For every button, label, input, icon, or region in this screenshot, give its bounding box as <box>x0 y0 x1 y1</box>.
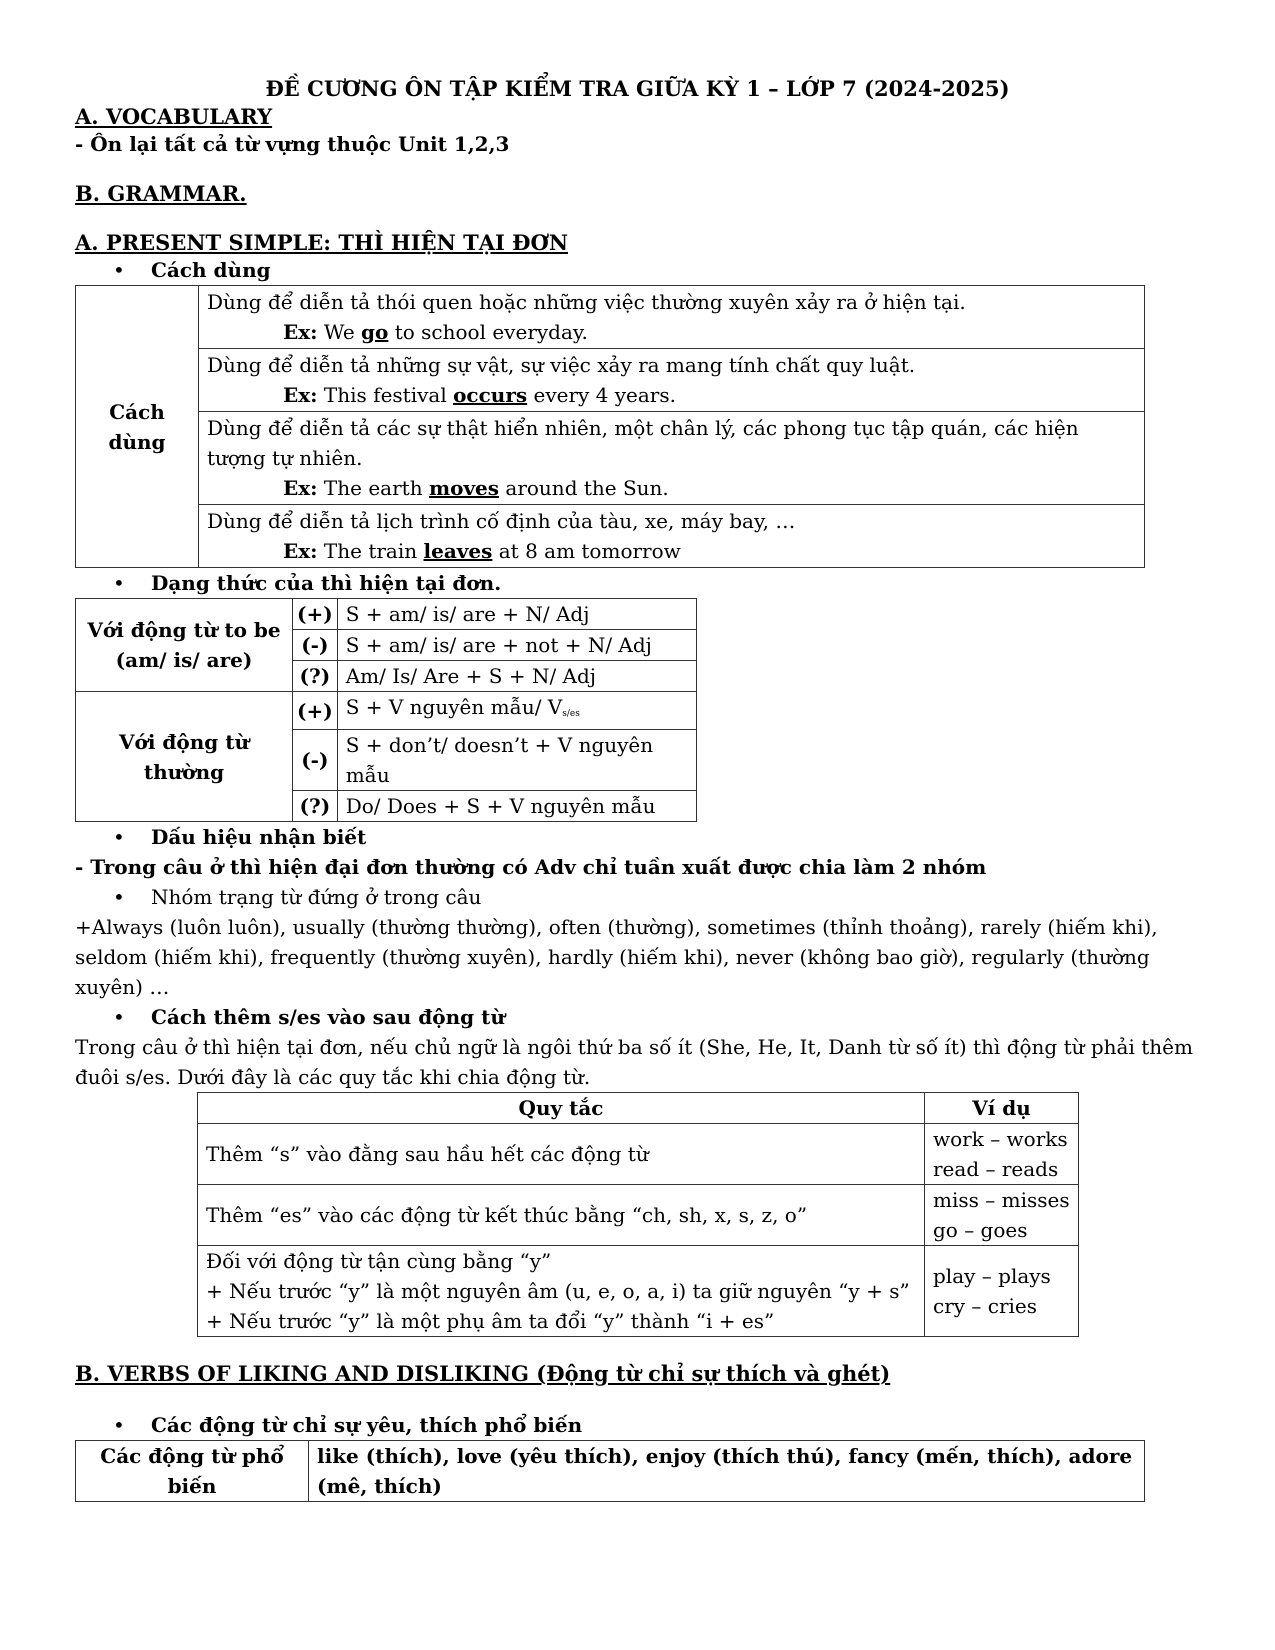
tobe-label-2: (am/ is/ are) <box>115 648 253 672</box>
liking-heading: B. VERBS OF LIKING AND DISLIKING (Động từ chỉ sự thích và ghét) <box>75 1361 891 1386</box>
verbs-table <box>75 1440 1145 1502</box>
form-subscript: s/es <box>562 709 580 719</box>
example-label: Ex: <box>283 383 318 407</box>
usage-example <box>207 473 1136 503</box>
present-simple-heading: A. PRESENT SIMPLE: THÌ HIỆN TẠI ĐƠN <box>75 230 569 255</box>
vocabulary-note: - Ôn lại tất cả từ vựng thuộc Unit 1,2,3 <box>75 132 510 156</box>
form-formula: S + V nguyên mẫu/ V <box>345 695 563 719</box>
example-text: to school everyday. <box>388 320 588 344</box>
usage-desc: Dùng để diễn tả những sự vật, sự việc xảy ra mang tính chất quy luật. <box>207 353 916 377</box>
bullet-signs <box>75 822 1200 852</box>
usage-table <box>75 285 1145 568</box>
bullet-add-s-text: Cách thêm s/es vào sau động từ <box>151 1005 505 1029</box>
rule-cell <box>198 1124 925 1185</box>
form-sign: (?) <box>293 791 338 822</box>
form-sign: (-) <box>293 630 338 661</box>
example-text: This festival <box>323 383 454 407</box>
document-page <box>75 70 1200 1502</box>
bullet-form <box>75 568 1200 598</box>
signs-note: - Trong câu ở thì hiện đại đơn thường có Adv chỉ tuần xuất được chia làm 2 nhóm <box>75 855 987 879</box>
example-text: around the Sun. <box>499 476 669 500</box>
rule-cell <box>198 1185 925 1246</box>
rules-header-example: Ví dụ <box>925 1093 1079 1124</box>
rule-example: work – works <box>933 1127 1068 1151</box>
verbs-label-cell <box>76 1441 309 1502</box>
rule-example-cell <box>925 1246 1079 1337</box>
usage-label-1: Cách <box>109 399 165 424</box>
usage-label-cell <box>76 286 199 568</box>
document-title: ĐỀ CƯƠNG ÔN TẬP KIỂM TRA GIỮA KỲ 1 – LỚP 7 (2024-2025) <box>265 76 1010 101</box>
example-verb: leaves <box>423 539 493 563</box>
grammar-heading: B. GRAMMAR. <box>75 181 247 206</box>
bullet-signs-text: Dấu hiệu nhận biết <box>151 825 367 849</box>
usage-label-2: dùng <box>108 429 166 454</box>
rule-text: Đối với động từ tận cùng bằng “y” <box>206 1249 552 1273</box>
example-label: Ex: <box>283 476 318 500</box>
tobe-label-1: Với động từ to be <box>87 618 281 642</box>
usage-example <box>207 317 1136 347</box>
usage-row <box>199 349 1145 412</box>
normal-verb-label: Với động từ thường <box>76 692 293 822</box>
rule-cell <box>198 1246 925 1337</box>
form-formula: Am/ Is/ Are + S + N/ Adj <box>337 661 696 692</box>
rule-text: Thêm “s” vào đằng sau hầu hết các động từ <box>206 1142 649 1166</box>
bullet-usage-text: Cách dùng <box>151 258 271 282</box>
verbs-label-1: Các động từ phổ <box>100 1444 284 1468</box>
rules-table <box>197 1092 1079 1337</box>
usage-desc: Dùng để diễn tả thói quen hoặc những việc thường xuyên xảy ra ở hiện tại. <box>207 290 966 314</box>
example-label: Ex: <box>283 539 318 563</box>
bullet-adverb-group <box>75 882 1200 912</box>
rule-text: + Nếu trước “y” là một nguyên âm (u, e, o, a, i) ta giữ nguyên “y + s” <box>206 1279 910 1303</box>
form-sign: (?) <box>293 661 338 692</box>
example-verb: moves <box>428 476 500 500</box>
form-table <box>75 598 697 822</box>
usage-example <box>207 536 1136 566</box>
example-text: We <box>323 320 362 344</box>
form-formula: S + am/ is/ are + not + N/ Adj <box>337 630 696 661</box>
example-verb: occurs <box>453 383 528 407</box>
rules-header-rule: Quy tắc <box>198 1093 925 1124</box>
form-formula: S + don’t/ doesn’t + V nguyên mẫu <box>337 730 696 791</box>
tobe-label-cell <box>76 599 293 692</box>
verbs-content: like (thích), love (yêu thích), enjoy (thích thú), fancy (mến, thích), adore (mê, thích) <box>309 1441 1145 1502</box>
rule-example-cell <box>925 1124 1079 1185</box>
form-sign: (+) <box>293 599 338 630</box>
usage-row <box>199 286 1145 349</box>
adverbs-paragraph: +Always (luôn luôn), usually (thường thường), often (thường), sometimes (thỉnh thoảng), rarely (hiếm khi), seldom (hiếm khi), frequently (thường xuyên), hardly (hiếm khi), never (không bao giờ), regularly (thường xuyên) … <box>75 915 1158 999</box>
rule-text: Thêm “es” vào các động từ kết thúc bằng “ch, sh, x, s, z, o” <box>206 1203 808 1227</box>
example-text: The earth <box>323 476 429 500</box>
vocabulary-heading: A. VOCABULARY <box>75 104 273 129</box>
example-text: every 4 years. <box>527 383 676 407</box>
usage-desc: Dùng để diễn tả lịch trình cố định của tàu, xe, máy bay, … <box>207 509 796 533</box>
add-s-paragraph: Trong câu ở thì hiện tại đơn, nếu chủ ngữ là ngôi thứ ba số ít (She, He, It, Danh từ số ít) thì động từ phải thêm đuôi s/es. Dưới đây là các quy tắc khi chia động từ. <box>75 1035 1193 1089</box>
rule-example: cry – cries <box>933 1294 1038 1318</box>
rule-example: go – goes <box>933 1218 1028 1242</box>
usage-row <box>199 505 1145 568</box>
rule-example: read – reads <box>933 1157 1059 1181</box>
example-verb: go <box>361 320 389 344</box>
form-formula-cell <box>337 692 696 730</box>
usage-row <box>199 412 1145 505</box>
form-sign: (-) <box>293 730 338 791</box>
form-formula: S + am/ is/ are + N/ Adj <box>337 599 696 630</box>
rule-text: + Nếu trước “y” là một phụ âm ta đổi “y” thành “i + es” <box>206 1309 775 1333</box>
form-sign: (+) <box>293 692 338 730</box>
bullet-common-verbs <box>75 1410 1200 1440</box>
example-label: Ex: <box>283 320 318 344</box>
bullet-add-s <box>75 1002 1200 1032</box>
rule-example: play – plays <box>933 1264 1051 1288</box>
usage-desc: Dùng để diễn tả các sự thật hiển nhiên, một chân lý, các phong tục tập quán, các hiện tượng tự nhiên. <box>207 416 1079 470</box>
bullet-common-verbs-text: Các động từ chỉ sự yêu, thích phổ biến <box>151 1413 583 1437</box>
usage-example <box>207 380 1136 410</box>
bullet-usage <box>75 255 1200 285</box>
verbs-label-2: biến <box>167 1474 217 1498</box>
bullet-adverb-group-text: Nhóm trạng từ đứng ở trong câu <box>151 885 482 909</box>
rule-example: miss – misses <box>933 1188 1070 1212</box>
bullet-form-text: Dạng thức của thì hiện tại đơn. <box>151 571 502 595</box>
rule-example-cell <box>925 1185 1079 1246</box>
example-text: at 8 am tomorrow <box>492 539 681 563</box>
example-text: The train <box>323 539 424 563</box>
form-formula: Do/ Does + S + V nguyên mẫu <box>337 791 696 822</box>
